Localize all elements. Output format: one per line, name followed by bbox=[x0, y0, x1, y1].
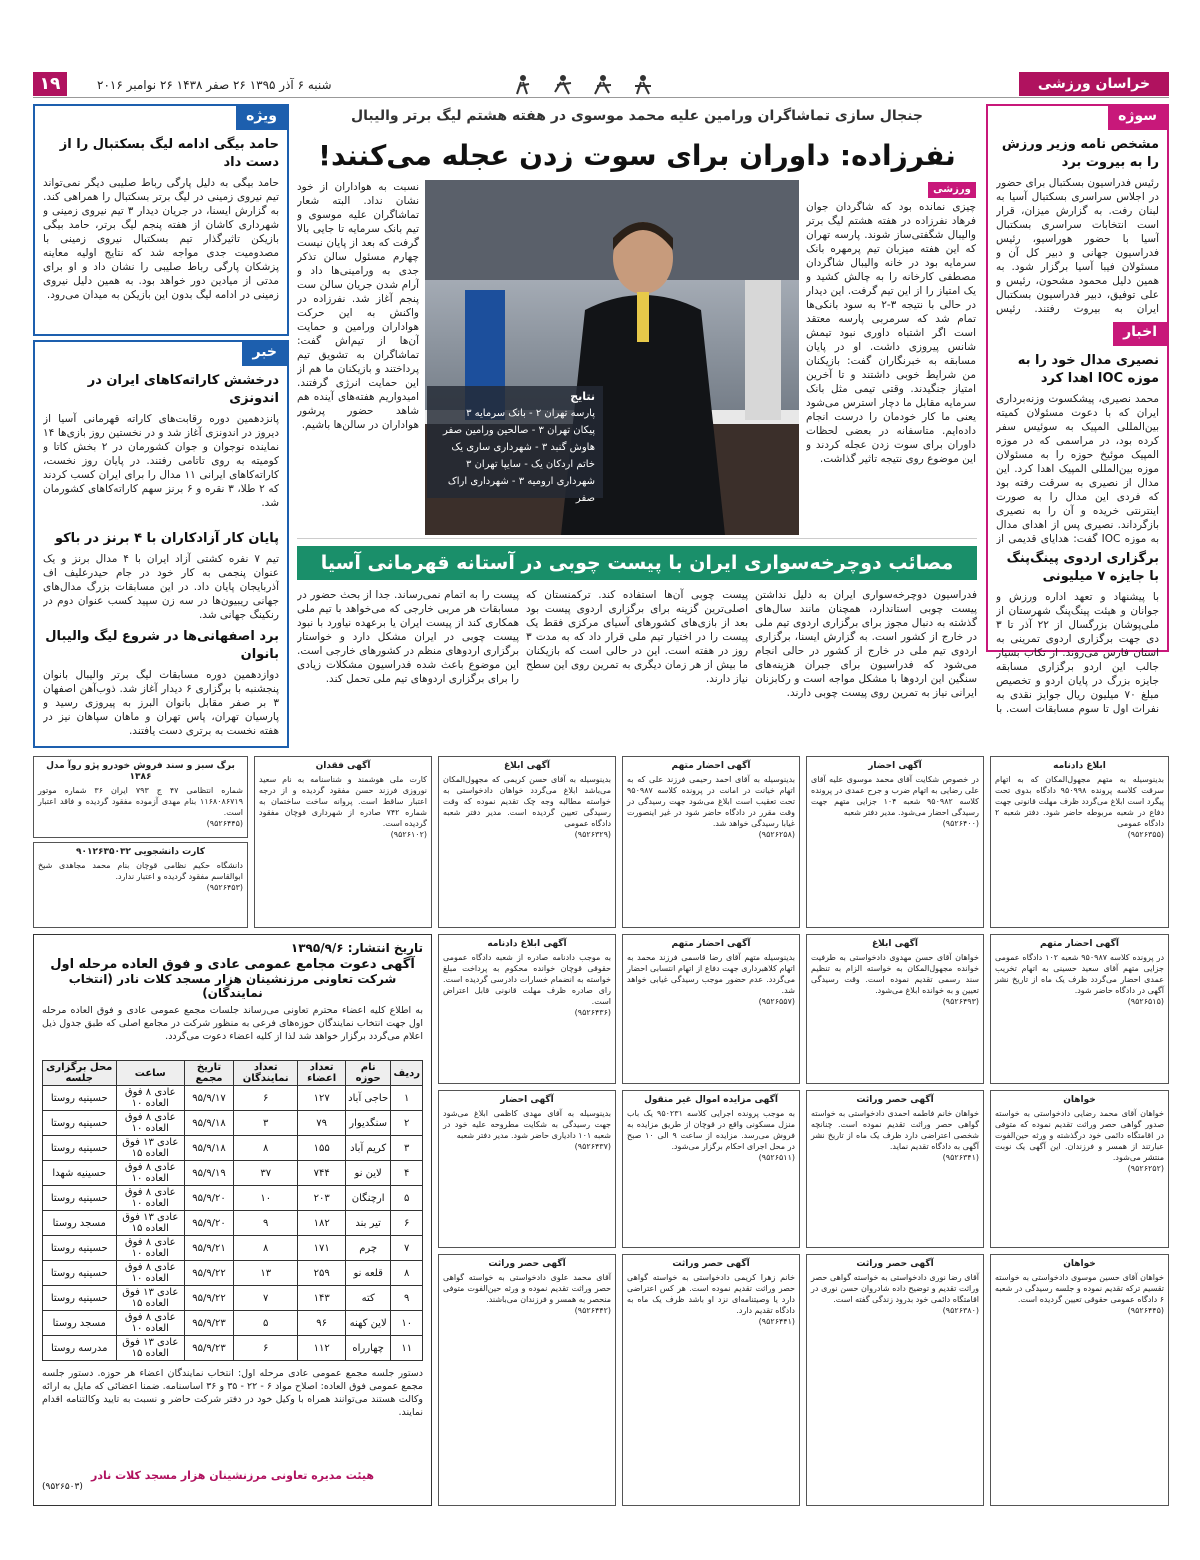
story-column: نسبت به هواداران از خود نشان نداد. البته شعار تماشاگران علیه موسوی و تیم بانک سرمایه تا جایی بالا گرفت که بعد از پایان نیست چهارم مسئول سالن تذکر جدی به ورامینی‌ها داد و آرام شدن جریان سالن ست پنجم آغاز شد. نفرزاده در واکنش به این حرکت هواداران ورامین و حمایت آن‌ها از تیم‌اش گفت: تماشاگران به تشویق تیم پرداختند و بازیکنان ما هم از این حمایت انرژی گرفتند. امیدواریم هفته‌های آینده هم شاهد حضور پرشور هواداران در سالن‌ها باشیم. bbox=[297, 181, 419, 431]
table-cell: حسینیه روستا bbox=[43, 1286, 117, 1311]
table-cell: عادی ۸ فوق العاده ۱۰ bbox=[116, 1086, 184, 1111]
table-row bbox=[43, 1236, 423, 1261]
legal-ad: آگهی احضار در خصوص شکایت آقای محمد موسوی علیه آقای علی رضایی به اتهام ضرب و جرح عمدی در پرونده کلاسه ۹۵۰۹۸۲ شعبه ۱۰۴ جزایی متهم جهت رسیدگی احضار می‌شود. مدیر دفتر شعبه (۹۵۲۶۴۰۰) bbox=[806, 756, 984, 928]
table-cell: ۹۵/۹/۲۰ bbox=[185, 1211, 234, 1236]
table-cell: ۵ bbox=[391, 1186, 423, 1211]
table-row bbox=[43, 1211, 423, 1236]
table-cell: ۷۹ bbox=[298, 1111, 345, 1136]
page-header bbox=[33, 76, 1169, 98]
page-number: ۱۹ bbox=[33, 72, 67, 96]
table-cell: ۹۵/۹/۲۱ bbox=[185, 1236, 234, 1261]
right-sidebar bbox=[986, 104, 1169, 715]
meeting-table: ردیف نام حوزه تعداد اعضاء تعداد نمایندگان تاریخ مجمع ساعت محل برگزاری جلسه ۱ حاجی آباد ۱۲۷ ۶ ۹۵/۹/۱۷ عادی ۸ فوق العاده ۱۰ حسینیه روستا ۲ سنگدیوار ۷۹ ۳ ۹۵/۹/۱۸ عادی ۸ فوق العاده ۱۰ حسینیه روستا ۳ کریم آباد ۱۵۵ ۸ ۹۵/۹/۱۸ عادی ۱۳ فوق العاده ۱۵ حسینیه روستا ۴ لاین نو ۷۴۴ ۳۷ ۹۵/۹/۱۹ عادی ۸ فوق العاده ۱۰ حسینیه شهدا ۵ ارچنگان ۲۰۳ ۱۰ ۹۵/۹/۲۰ عادی ۸ فوق العاده ۱۰ حسینیه روستا ۶ تیر بند ۱۸۲ ۹ ۹۵/۹/۲۰ عادی ۱۳ فوق العاده ۱۵ مسجد روستا ۷ چرم ۱۷۱ ۸ ۹۵/۹/۲۱ عادی ۸ فوق العاده ۱۰ حسینیه روستا ۸ قلعه نو ۲۵۹ ۱۳ ۹۵/۹/۲۲ عادی ۸ فوق العاده ۱۰ حسینیه روستا ۹ کته ۱۴۳ ۷ ۹۵/۹/۲۲ عادی ۱۳ فوق العاده ۱۵ حسینیه روستا ۱۰ لاین کهنه ۹۶ ۵ ۹۵/۹/۲۳ عادی ۸ فوق العاده ۱۰ مسجد روستا ۱۱ چهارراه ۱۱۲ ۶ ۹۵/۹/۲۳ عادی ۱۳ فوق العاده ۱۵ مدرسه روستا bbox=[42, 1060, 423, 1361]
table-cell: ۲ bbox=[391, 1111, 423, 1136]
table-cell: حسینیه روستا bbox=[43, 1086, 117, 1111]
table-cell: ۱۸۲ bbox=[298, 1211, 345, 1236]
story-title: حامد بیگی ادامه لیگ بسکتبال را از دست داد bbox=[59, 137, 279, 170]
story-column: چیزی نمانده بود که شاگردان جوان فرهاد نفرزاده در هفته هشتم لیگ برتر والیبال شگفتی‌ساز شوند. پارسه تهران که این هفته میزبان تیم پرمهره بانک سرمایه بود در خانه والیبال شاگردان مصطفی کارخانه را به چالش کشید و یک امتیاز را از این تیم گرفت. این دیدار در حالی با نتیجه ۳-۲ به سود بانکی‌ها تمام شد که سرمربی پارسه معتقد است اگر اشتباه داوری نبود تیمش شانس پیروزی داشت. او در پایان مسابقه به خبرنگاران گفت: بازیکنان من شرایط خوبی داشتند و تا آخرین امتیاز جنگیدند. وقتی تیمی مثل بانک سرمایه مقابل ما دچار استرس می‌شود یعنی ما کار خودمان را درست انجام داده‌ایم. متاسفانه در بعضی لحظات داوران برای سوت زدن عجله کردند و این موضوع روی نتیجه تاثیر گذاشت. bbox=[806, 201, 976, 465]
table-row bbox=[43, 1086, 423, 1111]
tab-khabar: خبر bbox=[242, 342, 287, 366]
table-cell: حاجی آباد bbox=[345, 1086, 391, 1111]
athletes-icon bbox=[509, 74, 669, 96]
table-cell: سنگدیوار bbox=[345, 1111, 391, 1136]
legal-ad: آگهی حصر وراثت خواهان خانم فاطمه احمدی دادخواستی به خواسته گواهی حصر وراثت تقدیم نموده است. چنانچه شخصی اعتراضی دارد ظرف یک ماه از تاریخ نشر آگهی به دادگاه تقدیم نماید. (۹۵۲۶۳۴۱) bbox=[806, 1090, 984, 1248]
table-cell: ۸ bbox=[234, 1236, 298, 1261]
table-cell: عادی ۱۳ فوق العاده ۱۵ bbox=[116, 1211, 184, 1236]
issue-date: شنبه ۶ آذر ۱۳۹۵ ۲۶ صفر ۱۴۳۸ ۲۶ نوامبر ۲۰۱۶ bbox=[97, 78, 332, 92]
table-cell: چهارراه bbox=[345, 1336, 391, 1361]
story-body: با پیشنهاد و تعهد اداره ورزش و جوانان و هیئت پینگ‌پنگ شهرستان از ملی‌پوشان بزرگسال از ۲۲ آذر تا ۳ دی جهت برگزاری اردوی تمرینی به استان فارس می‌روند. از تکاب بسیار جالب این اردو برگزاری مسابقه جایزه بزرگ در پایان اردو و تخصیص مبلغ ۷۰ میلیون ریال جوایز نقدی به نفرات اول تا سوم مسابقات است. با bbox=[996, 591, 1159, 715]
table-cell: عادی ۸ فوق العاده ۱۰ bbox=[116, 1261, 184, 1286]
lost-document-ad: برگ سبز و سند فروش خودرو پژو روآ مدل ۱۳۸۶ شماره انتظامی ۴۷ ج ۷۹۳ ایران ۳۶ شماره موتور ۱۱۶۸۰۸۶۷۱۹ بنام مهدی آزموده مفقود گردیده و فاقد اعتبار است. (۹۵۲۶۴۴۵) bbox=[33, 756, 248, 838]
story-title: پایان کار آزادکاران با ۴ برنز در باکو bbox=[54, 531, 279, 546]
table-cell: چرم bbox=[345, 1236, 391, 1261]
legal-ad: آگهی ابلاغ دادنامه به موجب دادنامه صادره از شعبه دادگاه عمومی حقوقی قوچان خوانده محکوم به پرداخت مبلغ خواسته به انضمام خسارات دادرسی گردیده است. رای صادره ظرف مهلت قانونی قابل اعتراض است. (۹۵۲۶۴۳۶) bbox=[438, 934, 616, 1084]
table-cell: ۹ bbox=[234, 1211, 298, 1236]
table-cell: ۱۱۲ bbox=[298, 1336, 345, 1361]
table-cell: عادی ۱۳ فوق العاده ۱۵ bbox=[116, 1136, 184, 1161]
story-body: محمد نصیری، پیشکسوت وزنه‌برداری ایران که با دعوت مسئولان کمیته بین‌المللی المپیک به سوئیس سفر کرده بود، در مراسمی که در موزه المپیک موئیخ حوزه را به مسئولان موزه بین‌المللی المپیک اهدا کرد. این مدال از نصیری به سرقت رفته بود که فردی این مدال را به صورت اینترنتی خریده و آن را به نصیری بازگرداند. نصیری پس از اهدای مدال به موزه IOC گفت: هدایای قدیمی از bbox=[996, 393, 1159, 544]
table-cell: ۳ bbox=[391, 1136, 423, 1161]
table-row bbox=[43, 1186, 423, 1211]
result-line: شهرداری ارومیه ۳ - شهرداری اراک صفر bbox=[447, 476, 595, 504]
table-cell: ۷ bbox=[234, 1286, 298, 1311]
notice-signature: هیئت مدیره تعاونی مرزنشینان هزار مسجد کلات نادر bbox=[91, 1469, 374, 1482]
table-cell: عادی ۸ فوق العاده ۱۰ bbox=[116, 1311, 184, 1336]
table-cell: حسینیه روستا bbox=[43, 1236, 117, 1261]
table-cell: ۲۰۳ bbox=[298, 1186, 345, 1211]
table-cell: ۹۵/۹/۲۲ bbox=[185, 1286, 234, 1311]
legal-ad: آگهی فقدان کارت ملی هوشمند و شناسنامه به نام سعید نوروزی فرزند حسن مفقود گردیده و از درجه اعتبار ساقط است. پروانه ساخت ساختمان به شماره ۷۴۲ صادره از شهرداری قوچان مفقود گردیده است. (۹۵۲۶۱۰۲) bbox=[254, 756, 432, 928]
story-body: حامد بیگی به دلیل پارگی رباط صلیبی دیگر نمی‌تواند تیم نیروی زمینی در لیگ برتر بسکتبال را همراهی کند. به گزارش ایسنا، در جریان دیدار ۳ تیم نیروی زمینی و شهرداری کاشان از هفته پنجم لیگ برتر، حامد بیگی بازیکن تاثیرگذار تیم بسکتبال نیروی زمینی با مصدومیت جدی مواجه شد که نتایج اولیه معاینه پزشکان پارگی رباط صلیبی را نشان داد و او برای مدتی از میادین دور خواهد بود. به همین دلیل نیروی زمینی در ادامه لیگ بدون این بازیکن به میدان می‌رود. bbox=[43, 177, 279, 301]
table-cell: حسینیه روستا bbox=[43, 1111, 117, 1136]
table-cell: عادی ۱۳ فوق العاده ۱۵ bbox=[116, 1336, 184, 1361]
bar-column: پیست چوبی آن‌ها استفاده کند. ترکمنستان که اصلی‌ترین گزینه برای برگزاری اردوی پیست بود بعد از بازی‌های کشورهای آسیای مرکزی فقط یک پیست را در اختیار تیم ملی قرار داد که به مدت ۳ روز در هفته است. این در حالی است که بازیکنان ما بیش از هر زمان دیگری به تمرین روی این سطح نیاز دارند. bbox=[526, 589, 748, 685]
table-cell: مدرسه روستا bbox=[43, 1336, 117, 1361]
legal-ad: آگهی ابلاغ بدینوسیله به آقای حسن کریمی که مجهول‌المکان می‌باشد ابلاغ می‌گردد خواهان دادخواستی به خواسته مطالبه وجه چک تقدیم نموده که وقت رسیدگی تعیین گردیده است. مدیر دفتر شعبه دادگاه عمومی (۹۵۲۶۳۲۹) bbox=[438, 756, 616, 928]
table-cell: مسجد روستا bbox=[43, 1211, 117, 1236]
coop-notice bbox=[33, 934, 432, 1506]
table-cell: ۱۴۳ bbox=[298, 1286, 345, 1311]
table-cell: ۹۵/۹/۲۳ bbox=[185, 1311, 234, 1336]
legal-ad: ابلاغ دادنامه بدینوسیله به متهم مجهول‌المکان که به اتهام سرقت کلاسه پرونده ۹۵۰۹۹۸ دادگاه بدوی تحت پیگرد است ابلاغ می‌گردد ظرف مهلت قانونی جهت دفاع در شعبه مربوطه حاضر شود. دفتر شعبه ۲ دادگاه عمومی (۹۵۲۶۳۵۵) bbox=[990, 756, 1169, 928]
story-title: نصیری مدال خود را به موزه IOC اهدا کرد bbox=[1017, 353, 1159, 386]
table-cell: قلعه نو bbox=[345, 1261, 391, 1286]
table-cell: ۹۵/۹/۲۲ bbox=[185, 1261, 234, 1286]
table-row bbox=[43, 1161, 423, 1186]
result-line: خاتم اردکان یک - سایپا تهران ۳ bbox=[466, 459, 595, 470]
table-cell: ۳۷ bbox=[234, 1161, 298, 1186]
story-kicker: جنجال سازی تماشاگران ورامین علیه محمد موسوی در هفته هشتم لیگ برتر والیبال bbox=[350, 108, 923, 124]
table-cell: حسینیه روستا bbox=[43, 1186, 117, 1211]
ad-code: (۹۵۲۶۵۰۳) bbox=[42, 1482, 83, 1492]
table-cell: ۱۷۱ bbox=[298, 1236, 345, 1261]
story-title: برگزاری اردوی پینگ‌پنگ با جایزه ۷ میلیونی bbox=[1006, 551, 1159, 584]
table-cell: ۹۵/۹/۲۰ bbox=[185, 1186, 234, 1211]
tab-vizhe: ویژه bbox=[236, 106, 287, 130]
table-cell: ارچنگان bbox=[345, 1186, 391, 1211]
table-cell: ۹ bbox=[391, 1286, 423, 1311]
table-cell: عادی ۸ فوق العاده ۱۰ bbox=[116, 1236, 184, 1261]
legal-ad: آگهی احضار متهم بدینوسیله متهم آقای رضا قاسمی فرزند محمد به اتهام کلاهبرداری جهت دفاع از اتهام انتسابی احضار می‌گردد. عدم حضور موجب رسیدگی غیابی خواهد شد. (۹۵۲۶۵۵۷) bbox=[622, 934, 800, 1084]
table-cell: ۷ bbox=[391, 1236, 423, 1261]
table-cell: عادی ۸ فوق العاده ۱۰ bbox=[116, 1111, 184, 1136]
table-cell: ۱۰ bbox=[234, 1186, 298, 1211]
table-row bbox=[43, 1111, 423, 1136]
divider bbox=[297, 538, 977, 539]
result-line: هاوش گنبد ۳ - شهرداری ساری یک bbox=[451, 442, 595, 453]
story-body: پانزدهمین دوره رقابت‌های کاراته قهرمانی آسیا از دیروز در اندونزی آغاز شد و در نخستین روز بازی‌ها ۱۴ نماینده نوجوان و جوان کشورمان در ۲ بخش کاتا و کومیته به روی تاتامی رفتند. در پایان روز نخست، کاراته‌کاهای ایرانی ۱۱ مدال را برای ایران کسب کردند که ۲ طلا، ۳ نقره و ۶ برنز سهم کاراته‌کاهای کشورمان شد. bbox=[43, 413, 279, 509]
table-cell: ۷۴۴ bbox=[298, 1161, 345, 1186]
legal-ad: آگهی حصر وراثت خانم زهرا کریمی دادخواستی به خواسته گواهی حصر وراثت تقدیم نموده است. هر کس اعتراضی دارد یا وصیتنامه‌ای نزد او باشد ظرف یک ماه به دادگاه تقدیم دارد. (۹۵۲۶۴۴۱) bbox=[622, 1254, 800, 1506]
left-box bbox=[33, 340, 289, 748]
table-cell: ۸ bbox=[234, 1136, 298, 1161]
story-body: رئیس فدراسیون بسکتبال برای حضور در اجلاس سراسری بسکتبال آسیا به لبنان رفت. به گزارش میزان، قرار است انتخابات سراسری بسکتبال آسیا با حضور هوراسیو، رئیس فدراسیون جهانی و دبیر کل آن و مسئولان فیبا آسیا برگزار شود. به همین دلیل محمود مشحون، رئیس و علی توفیق، دبیر فدراسیون بسکتبال ایران به بیروت رفتند. رئیس bbox=[996, 177, 1159, 315]
table-cell: حسینیه روستا bbox=[43, 1136, 117, 1161]
bar-headline: مصائب دوچرخه‌سواری ایران با پیست چوبی در آستانه قهرمانی آسیا bbox=[297, 546, 977, 580]
table-cell: ۶ bbox=[234, 1336, 298, 1361]
story-body: دوازدهمین دوره مسابقات لیگ برتر والیبال بانوان پنجشنبه با برگزاری ۶ دیدار آغاز شد. ذوب‌آهن اصفهان ۳ بر صفر مقابل بانوان البرز به پیروزی رسید و پارسیان تهران، پاس تهران و ماهان سپاهان نیز در هفته نخست به برتری دست یافتند. bbox=[43, 669, 279, 737]
legal-ad: آگهی احضار بدینوسیله به آقای مهدی کاظمی ابلاغ می‌شود جهت رسیدگی به شکایت مطروحه علیه خود در شعبه ۱۰۱ دادیاری حاضر شود. مدیر دفتر شعبه (۹۵۲۶۴۳۷) bbox=[438, 1090, 616, 1248]
table-cell: لاین کهنه bbox=[345, 1311, 391, 1336]
table-cell: کته bbox=[345, 1286, 391, 1311]
legal-ad: آگهی حصر وراثت آقای رضا نوری دادخواستی به خواسته گواهی حصر وراثت تقدیم و توضیح داده شادروان حسن نوری در اقامتگاه دائمی خود بدرود زندگی گفته است. (۹۵۲۶۳۸۰) bbox=[806, 1254, 984, 1506]
table-cell: مسجد روستا bbox=[43, 1311, 117, 1336]
section-logo: خراسان ورزشی bbox=[1019, 72, 1169, 96]
table-cell: ۱ bbox=[391, 1086, 423, 1111]
notice-subtitle: شرکت تعاونی مرزنشینان هزار مسجد کلات نادر (انتخاب نمایندگان) bbox=[68, 972, 397, 1000]
table-row bbox=[43, 1311, 423, 1336]
table-cell: ۹۵/۹/۱۸ bbox=[185, 1136, 234, 1161]
table-cell: ۹۵/۹/۱۹ bbox=[185, 1161, 234, 1186]
legal-ad: خواهان خواهان آقای حسین موسوی دادخواستی به خواسته تقسیم ترکه تقدیم نموده و جلسه رسیدگی در شعبه ۶ دادگاه عمومی حقوقی تعیین گردیده است. (۹۵۲۶۴۴۵) bbox=[990, 1254, 1169, 1506]
legal-ad: خواهان خواهان آقای محمد رضایی دادخواستی به خواسته صدور گواهی حصر وراثت تقدیم نموده که متوفی در اقامتگاه دائمی خود درگذشته و ورثه حین‌الفوت عبارتند از همسر و فرزندان. این آگهی یک نوبت منتشر می‌شود. (۹۵۲۶۲۵۲) bbox=[990, 1090, 1169, 1248]
story-title: برد اصفهانی‌ها در شروع لیگ والیبال بانوان bbox=[45, 629, 279, 662]
table-row bbox=[43, 1336, 423, 1361]
table-cell: ۸ bbox=[391, 1261, 423, 1286]
table-cell: ۱۵۵ bbox=[298, 1136, 345, 1161]
story-body: تیم ۷ نفره کشتی آزاد ایران با ۴ مدال برنز و یک عنوان پنجمی به کار خود در جام حیدرعلیف اف آذربایجان پایان داد. در این مسابقات بزرگ مدال‌های جهانی ریبیون‌ها در سه زن سپید کسب عنوان دوم در رنکینگ جهانی شد. bbox=[43, 553, 279, 621]
table-cell: ۱۰ bbox=[391, 1311, 423, 1336]
table-cell: ۱۱ bbox=[391, 1336, 423, 1361]
table-cell: ۹۵/۹/۲۳ bbox=[185, 1336, 234, 1361]
table-cell: حسینیه روستا bbox=[43, 1261, 117, 1286]
table-cell: حسینیه شهدا bbox=[43, 1161, 117, 1186]
results-title: نتایج bbox=[570, 390, 595, 403]
table-cell: ۹۶ bbox=[298, 1311, 345, 1336]
table-row bbox=[43, 1261, 423, 1286]
lost-document-ad: کارت دانشجویی ۹۰۱۲۶۳۵۰۳۲ دانشگاه حکیم نظامی قوچان بنام محمد مجاهدی شیخ ابوالقاسم مفقود گردیده و اعتبار ندارد. (۹۵۲۶۴۵۳) bbox=[33, 842, 248, 928]
results-box bbox=[427, 386, 603, 504]
left-box bbox=[33, 104, 289, 336]
table-cell: ۴ bbox=[391, 1161, 423, 1186]
notice-title: آگهی دعوت مجامع عمومی عادی و فوق العاده مرحله اول bbox=[50, 957, 415, 972]
bar-column: پیست را به اتمام نمی‌رساند. جدا از بحث حضور در مسابقات هر مربی خارجی که می‌خواهد با تیم ملی همکاری کند از پیست ایران یا برعهده نیاورد با نبود پیست چوبی در ایران مشکل دارد و خواستار برگزاری اردوهای منظم در کشورهای خارجی است. این موضوع باعث شده فدراسیون مشکلات زیادی را برای برگزاری اردوهای تیم ملی تحمل کند. bbox=[297, 589, 519, 685]
table-cell: عادی ۸ فوق العاده ۱۰ bbox=[116, 1161, 184, 1186]
legal-ad: آگهی حصر وراثت آقای محمد علوی دادخواستی به خواسته گواهی حصر وراثت تقدیم نموده و ورثه حین‌الفوت متوفی منحصر به همسر و فرزندان می‌باشند. (۹۵۲۶۴۴۲) bbox=[438, 1254, 616, 1506]
table-cell: ۹۵/۹/۱۸ bbox=[185, 1111, 234, 1136]
brand-badge: ورزشی bbox=[928, 182, 976, 198]
legal-ad: آگهی احضار متهم بدینوسیله به آقای احمد رحیمی فرزند علی که به اتهام خیانت در امانت در پرونده کلاسه ۹۵۰۹۸۷ تحت تعقیب است ابلاغ می‌شود جهت رسیدگی در وقت مقرر در دادگاه حاضر شود در غیر اینصورت غیابا رسیدگی خواهد شد. (۹۵۲۶۲۵۸) bbox=[622, 756, 800, 928]
table-cell: ۱۲۷ bbox=[298, 1086, 345, 1111]
story-title: مشخص نامه وزیر ورزش را به بیروت برد bbox=[1001, 137, 1159, 170]
notice-date: تاریخ انتشار: ۱۳۹۵/۹/۶ bbox=[290, 941, 423, 955]
legal-ad: آگهی احضار متهم در پرونده کلاسه ۹۵۰۹۸۷ شعبه ۱۰۲ دادگاه عمومی جزایی متهم آقای سعید حسینی به اتهام تخریب عمدی احضار می‌گردد ظرف یک ماه از تاریخ نشر آگهی در دادگاه حاضر شود. (۹۵۲۶۵۱۵) bbox=[990, 934, 1169, 1084]
table-cell: ۳ bbox=[234, 1111, 298, 1136]
notice-intro: به اطلاع کلیه اعضاء محترم تعاونی می‌رساند جلسات مجمع عمومی عادی و فوق العاده مرحله اول جهت انتخاب نمایندگان حوزه‌های فرعی به منظور شرکت در مجامع اصلی که طبق جدول ذیل اعلام می‌گردد برگزار خواهد شد لذا از کلیه اعضاء دعوت می‌گردد. bbox=[42, 1005, 423, 1042]
table-cell: عادی ۱۳ فوق العاده ۱۵ bbox=[116, 1286, 184, 1311]
table-cell: ۶ bbox=[391, 1211, 423, 1236]
table-cell: تیر بند bbox=[345, 1211, 391, 1236]
table-cell: ۲۵۹ bbox=[298, 1261, 345, 1286]
table-cell: ۹۵/۹/۱۷ bbox=[185, 1086, 234, 1111]
tab-sooje: سوژه bbox=[1108, 106, 1167, 130]
table-cell: لاین نو bbox=[345, 1161, 391, 1186]
table-row bbox=[43, 1286, 423, 1311]
legal-ad: آگهی ابلاغ خواهان آقای حسن مهدوی دادخواستی به طرفیت خوانده مجهول‌المکان به خواسته الزام به تنظیم سند رسمی تقدیم نموده است. وقت رسیدگی تعیین و به خوانده ابلاغ می‌شود. (۹۵۲۶۴۹۳) bbox=[806, 934, 984, 1084]
result-line: پارسه تهران ۲ - بانک سرمایه ۳ bbox=[466, 408, 595, 419]
tab-akhbar: اخبار bbox=[1113, 322, 1167, 346]
notice-footer: دستور جلسه مجمع عمومی عادی مرحله اول: انتخاب نمایندگان اعضاء هر حوزه. دستور جلسه مجمع عمومی فوق العاده: اصلاح مواد ۶ - ۲۲ - ۳۵ و ۳۶ اساسنامه. ضمنا اعضائی که مایل به ارائه وکالت هستند می‌توانند همراه با وکیل خود در دفتر شرکت حاضر و نسبت به تایید وکالتنامه اقدام نمایند. bbox=[42, 1368, 423, 1418]
table-cell: ۶ bbox=[234, 1086, 298, 1111]
table-cell: عادی ۸ فوق العاده ۱۰ bbox=[116, 1186, 184, 1211]
table-cell: ۵ bbox=[234, 1311, 298, 1336]
bar-column: فدراسیون دوچرخه‌سواری ایران به دلیل نداشتن پیست چوبی استاندارد، همچنان مانند سال‌های گذشته به دنبال مجوز برای برگزاری اردوی تیم ملی در خارج از کشور است. به گزارش ایسنا، برگزاری اردوی تیم ملی در خارج از کشور در حالی انجام می‌شود که فدراسیون برای جبران هزینه‌های سنگین این اردوها با مشکل مواجه است و رکابزنان ایرانی نیاز به تمرین روی پیست چوبی دارند. bbox=[755, 589, 977, 699]
coach-photo bbox=[425, 180, 799, 535]
story-headline: نفرزاده: داوران برای سوت زدن عجله می‌کنند! bbox=[318, 139, 956, 172]
table-cell: ۱۳ bbox=[234, 1261, 298, 1286]
story-title: درخشش کاراته‌کاهای ایران در اندونزی bbox=[87, 373, 279, 406]
legal-ad: آگهی مزایده اموال غیر منقول به موجب پرونده اجرایی کلاسه ۹۵۰۲۳۱ یک باب منزل مسکونی واقع در قوچان از طریق مزایده به فروش می‌رسد. مزایده از ساعت ۹ الی ۱۰ صبح در محل اجرای احکام برگزار می‌شود. (۹۵۲۶۵۱۱) bbox=[622, 1090, 800, 1248]
table-row bbox=[43, 1136, 423, 1161]
table-cell: کریم آباد bbox=[345, 1136, 391, 1161]
result-line: پیکان تهران ۳ - صالحین ورامین صفر bbox=[443, 425, 595, 436]
